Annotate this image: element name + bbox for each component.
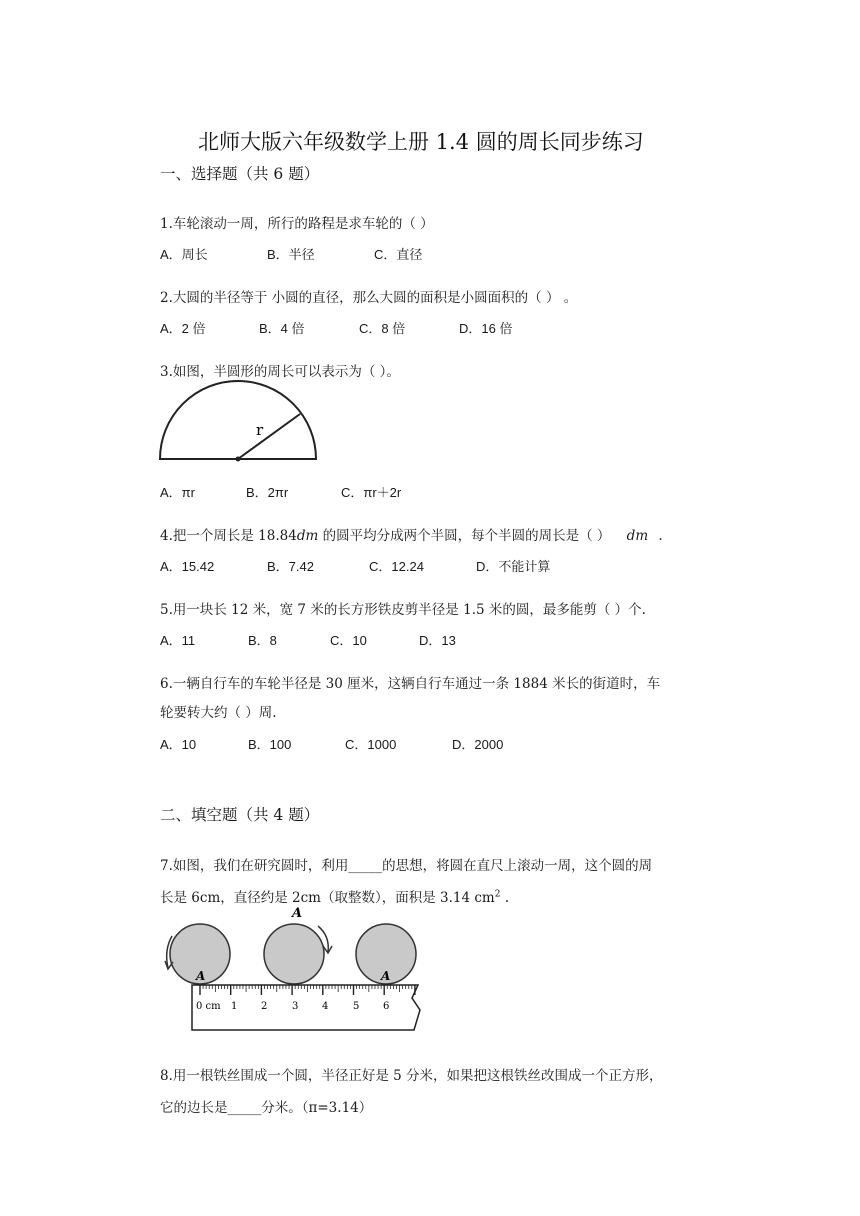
ruler-label: 4 bbox=[322, 1001, 329, 1012]
question-3: 3.如图，半圆形的周长可以表示为（ ）。 bbox=[160, 364, 400, 380]
q3-option-c: C．πr＋2r bbox=[341, 485, 402, 500]
question-8-line-1: 8.用一根铁丝围成一个圆，半径正好是 5 分米，如果把这根铁丝改围成一个正方形， bbox=[160, 1068, 663, 1084]
ruler-label: 6 bbox=[383, 1001, 390, 1012]
q5-option-b: B．8 bbox=[248, 633, 277, 648]
q3-option-b: B．2πr bbox=[246, 485, 289, 500]
unit-dm: dm bbox=[296, 528, 319, 544]
circle-middle bbox=[264, 924, 324, 984]
ruler-rolling-circle-figure bbox=[158, 906, 424, 1036]
ruler-label: 0 cm bbox=[196, 1001, 221, 1012]
question-1: 1.车轮滚动一周，所行的路程是求车轮的（ ） bbox=[160, 216, 434, 232]
ruler-label: 1 bbox=[231, 1001, 238, 1012]
q3-option-a: A．πr bbox=[160, 485, 195, 500]
q4-option-a: A．15.42 bbox=[160, 559, 215, 574]
point-a-label: A bbox=[196, 969, 206, 983]
q5-option-a: A．11 bbox=[160, 633, 196, 648]
q5-option-c: C．10 bbox=[330, 633, 367, 648]
question-2: 2.大圆的半径等于 小圆的直径，那么大圆的面积是小圆面积的（ ） 。 bbox=[160, 290, 578, 306]
q6-option-c: C．1000 bbox=[345, 737, 397, 752]
q6-option-d: D．2000 bbox=[452, 737, 504, 752]
question-7-line-1: 7.如图，我们在研究圆时，利用_____的思想，将圆在直尺上滚动一周，这个圆的周 bbox=[160, 858, 653, 874]
section-heading-choice: 一、选择题（共 6 题） bbox=[160, 165, 320, 183]
q6-option-a: A．10 bbox=[160, 737, 197, 752]
q1-option-a: A．周长 bbox=[160, 247, 208, 262]
page-title: 北师大版六年级数学上册 1.4 圆的周长同步练习 bbox=[198, 130, 644, 154]
q6-option-b: B．100 bbox=[248, 737, 292, 752]
point-a-label: A bbox=[381, 969, 391, 983]
q5-option-d: D．13 bbox=[419, 633, 456, 648]
q2-option-a: A．2 倍 bbox=[160, 321, 206, 336]
point-a-label: A bbox=[292, 906, 303, 921]
ruler-label: 2 bbox=[261, 1001, 268, 1012]
section-heading-fill: 二、填空题（共 4 题） bbox=[160, 806, 320, 824]
radius-label: r bbox=[256, 421, 264, 439]
q4-option-d: D．不能计算 bbox=[476, 559, 551, 574]
q1-option-c: C．直径 bbox=[374, 247, 423, 262]
unit-dm: dm bbox=[626, 528, 649, 544]
ruler-label: 5 bbox=[353, 1001, 360, 1012]
q1-option-b: B．半径 bbox=[267, 247, 315, 262]
q2-option-b: B．4 倍 bbox=[259, 321, 305, 336]
question-5: 5.用一块长 12 米，宽 7 米的长方形铁皮剪半径是 1.5 米的圆，最多能剪（ ）个. bbox=[160, 602, 646, 618]
q4-option-c: C．12.24 bbox=[369, 559, 424, 574]
question-7-line-2: 长是 6cm，直径约是 2cm（取整数），面积是 3.14 $cm^2$ . bbox=[160, 889, 510, 906]
question-8-line-2: 它的边长是_____分米。（π=3.14） bbox=[160, 1100, 373, 1116]
question-6-line-1: 6.一辆自行车的车轮半径是 30 厘米，这辆自行车通过一条 1884 米长的街道时，车 bbox=[160, 676, 661, 692]
q2-option-d: D．16 倍 bbox=[459, 321, 513, 336]
q2-option-c: C．8 倍 bbox=[359, 321, 406, 336]
q4-option-b: B．7.42 bbox=[267, 559, 314, 574]
question-6-line-2: 轮要转大约（ ）周. bbox=[160, 705, 277, 721]
semicircle-figure bbox=[156, 380, 322, 466]
question-4: 4.把一个周长是 18.84dm 的圆平均分成两个半圆，每个半圆的周长是（ ） dm . bbox=[160, 528, 663, 544]
ruler-label: 3 bbox=[292, 1001, 299, 1012]
